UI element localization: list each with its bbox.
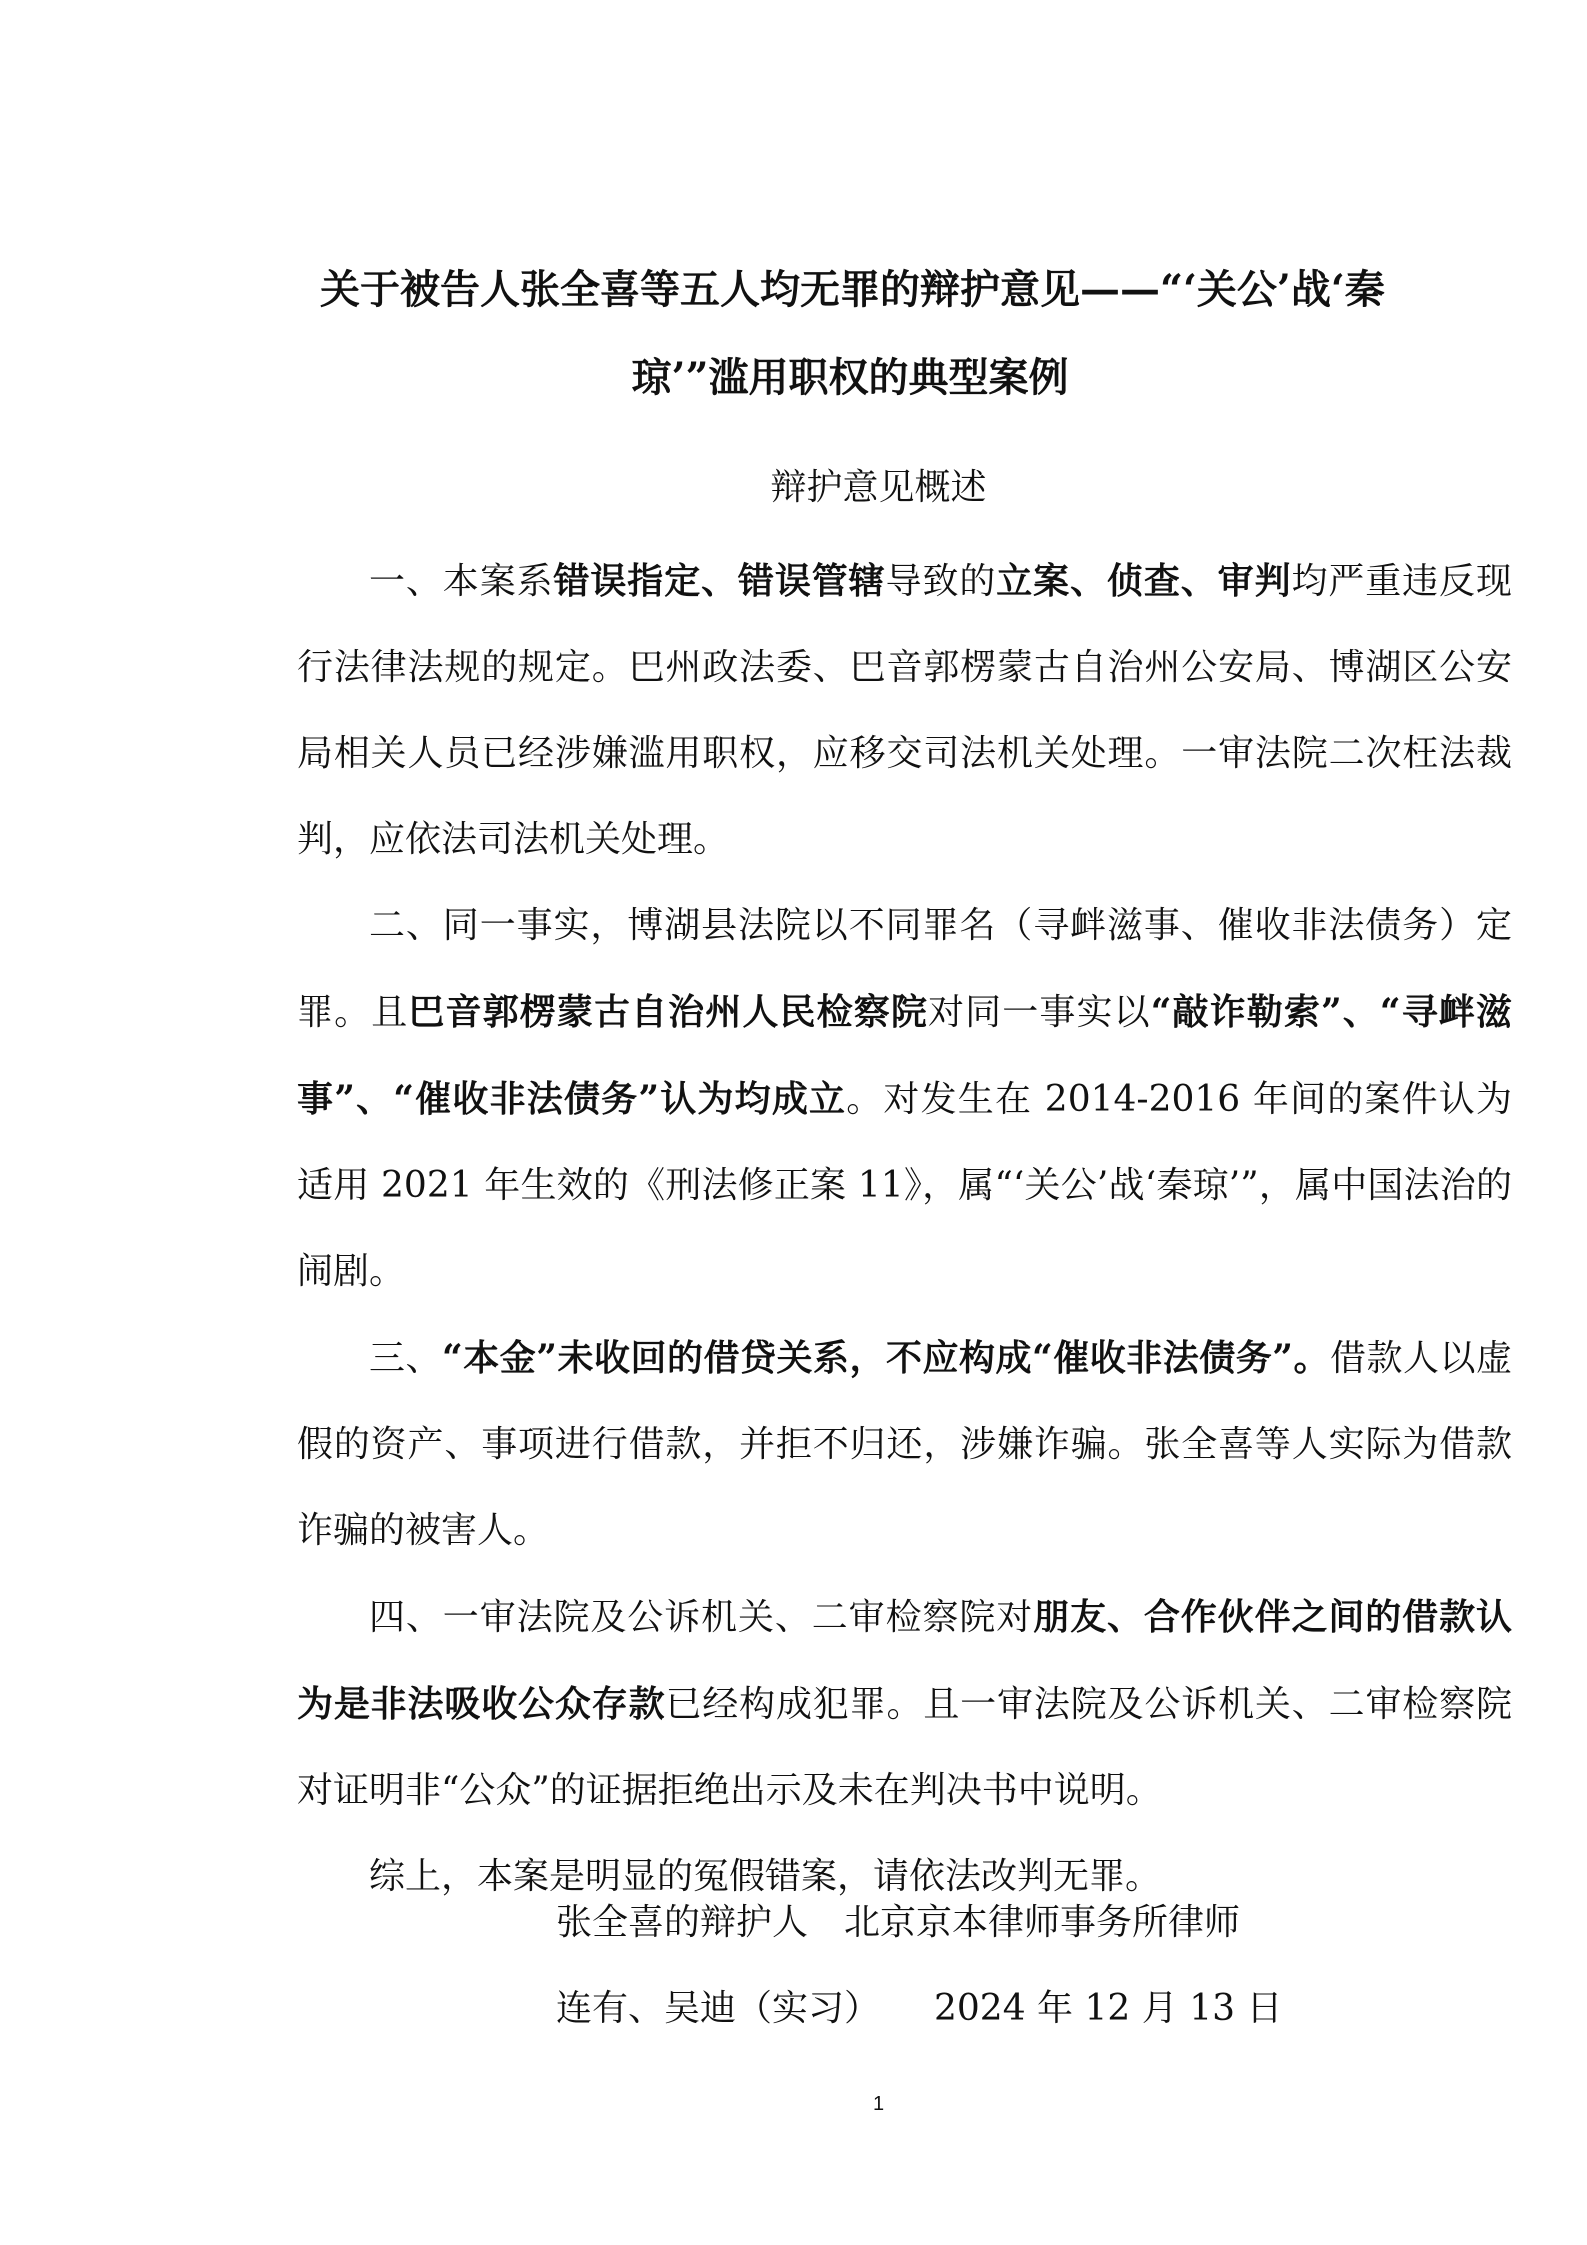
paragraph-2: 二、同一事实，博湖县法院以不同罪名（寻衅滋事、催收非法债务）定罪。且巴音郭楞蒙古自治州人民检察院对同一事实以“敲诈勒索”、“寻衅滋事”、“催收非法债务”认为均成立。对发生在 2014-2016 年间的案件认为适用 2021 年生效的《刑法修正案 11》，属“‘关公’战‘秦琼’”，属中国法治的闹剧。 bbox=[297, 905, 1512, 1292]
paragraph-3: 三、“本金”未收回的借贷关系，不应构成“催收非法债务”。借款人以虚假的资产、事项进行借款，并拒不归还，涉嫌诈骗。张全喜等人实际为借款诈骗的被害人。 bbox=[297, 1337, 1512, 1551]
paragraph-5: 综上，本案是明显的冤假错案，请依法改判无罪。 bbox=[369, 1856, 1162, 1897]
page-number: 1 bbox=[872, 2093, 885, 2115]
document-body bbox=[297, 538, 1512, 1920]
title-line-1: 关于被告人张全喜等五人均无罪的辩护意见——“‘关公’战‘秦 bbox=[320, 266, 1385, 313]
signature-line-2: 连有、吴迪（实习） 2024 年 12 月 13 日 bbox=[556, 1988, 1283, 2029]
paragraph-1: 一、本案系错误指定、错误管辖导致的立案、侦查、审判均严重违反现行法律法规的规定。巴州政法委、巴音郭楞蒙古自治州公安局、博湖区公安局相关人员已经涉嫌滥用职权，应移交司法机关处理。一审法院二次枉法裁判，应依法司法机关处理。 bbox=[297, 560, 1512, 860]
signature-line-1: 张全喜的辩护人 北京京本律师事务所律师 bbox=[556, 1902, 1241, 1943]
section-subtitle: 辩护意见概述 bbox=[770, 467, 987, 508]
document-title bbox=[320, 246, 1520, 422]
paragraph-4: 四、一审法院及公诉机关、二审检察院对朋友、合作伙伴之间的借款认为是非法吸收公众存款已经构成犯罪。且一审法院及公诉机关、二审检察院对证明非“公众”的证据拒绝出示及未在判决书中说明。 bbox=[297, 1596, 1512, 1811]
signature-block bbox=[556, 1880, 1456, 2052]
title-line-2: 琼’”滥用职权的典型案例 bbox=[631, 354, 1069, 401]
